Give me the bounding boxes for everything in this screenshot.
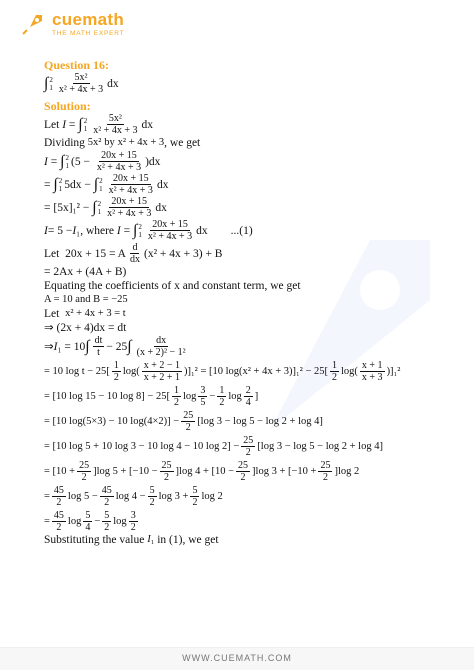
solution-line: = $\frac{45}{2}$ log $\frac{5}{4}$ − $\frac{5}{2}$ log $\frac{3}{2}$ — [44, 510, 136, 533]
solution-line: = [10 log(5×3) − 10 log(4×2)] − $\frac{25}{2}$ [log 3 − log 5 − log 2 + log 4] — [44, 410, 323, 433]
solution-line-substituting: Substituting the value I₁ in (1), we get — [44, 534, 219, 546]
solution-line-equating: Equating the coefficients of x and constant term, we get — [44, 280, 301, 292]
solution-line-where: I = 5 − I ₁ , where I = ∫ 2 1 $\frac{20x + 15}{\text{x² + 4x + 3}}$ dx ...(1) — [44, 219, 253, 242]
solution-line-ab: A = 10 and B = −25 — [44, 294, 128, 305]
solution-line: = ∫ 2 1 5dx − ∫ 2 1 $\frac{20x + 15}{\text{x² + 4x + 3}}$ dx — [44, 173, 169, 196]
solution-line: = [10 log 15 − 10 log 8] − 25[ $\frac{1}{2}$ log $\frac{3}{5}$ − $\frac{1}{2}$ log $\frac{2}{4}$ ] — [44, 385, 259, 408]
worksheet-content — [44, 58, 464, 547]
solution-line: Let x² + 4x + 3 = t — [44, 308, 126, 320]
solution-heading: Solution: — [44, 99, 91, 113]
solution-line: = [5x]₁² − ∫ 2 1 $\frac{20x + 15}{\text{x² + 4x + 3}}$ dx — [44, 196, 167, 219]
solution-line-let: Let I = ∫ 2 1 $\frac{\text{5x²}}{\text{x² + 4x + 3}}$ dx — [44, 113, 153, 136]
question-integral: ∫ 2 1 $\frac{\text{5x²}}{\text{x² + 4x + 3}}$ dx — [44, 72, 119, 95]
solution-line: = $\frac{45}{2}$ log 5 − $\frac{45}{2}$ log 4 − $\frac{5}{2}$ log 3 + $\frac{5}{2}$ log 2 — [44, 485, 223, 508]
solution-line: = 2Ax + (4A + B) — [44, 266, 127, 278]
footer-bar — [0, 647, 474, 670]
header-bar — [0, 0, 474, 52]
solution-line: = [10 log 5 + 10 log 3 − 10 log 4 − 10 log 2] − $\frac{25}{2}$ [log 3 − log 5 − log 2 + log 4] — [44, 435, 383, 458]
footer-url[interactable]: WWW.CUEMATH.COM — [182, 653, 292, 663]
solution-line: Let 20x + 15 = A $\frac{d}{dx}$ (x² + 4x + 3) + B — [44, 242, 223, 265]
brand-tagline: THE MATH EXPERT — [52, 30, 125, 37]
solution-line: = 10 log t − 25[ $\frac{1}{2}$ log( $\frac{x + 2 - 1}{x + 2 + 1}$ )]₁² = [10 log(x² + 4x + 3)]₁² − 25[ $\frac{1}{2}$ log( $\frac{x + 1}{x + 3}$ )]₁² — [44, 360, 401, 383]
solution-line: = [10 + $\frac{25}{2}$ ]log 5 + [−10 − $\frac{25}{2}$ ]log 4 + [10 − $\frac{25}{2}$ ]log 3 + [−10 + $\frac{25}{2}$ ]log 2 — [44, 460, 360, 483]
solution-line-dividing: Dividing 5x² by x² + 4x + 3 , we get — [44, 137, 201, 149]
brand-name: cuemath — [52, 10, 125, 29]
solution-line: ⇒ I ₁ = 10 ∫ $\frac{dt}{t}$ − 25 ∫ $\frac{dx}{\text{(x + 2)² − 1²}}$ — [44, 335, 186, 358]
solution-line: I = ∫ 2 1 (5 − $\frac{20x + 15}{\text{x² + 4x + 3}}$ )dx — [44, 150, 161, 173]
rocket-logo-icon — [20, 11, 46, 37]
solution-line: ⇒ (2x + 4)dx = dt — [44, 322, 127, 334]
question-heading: Question 16: — [44, 58, 110, 72]
